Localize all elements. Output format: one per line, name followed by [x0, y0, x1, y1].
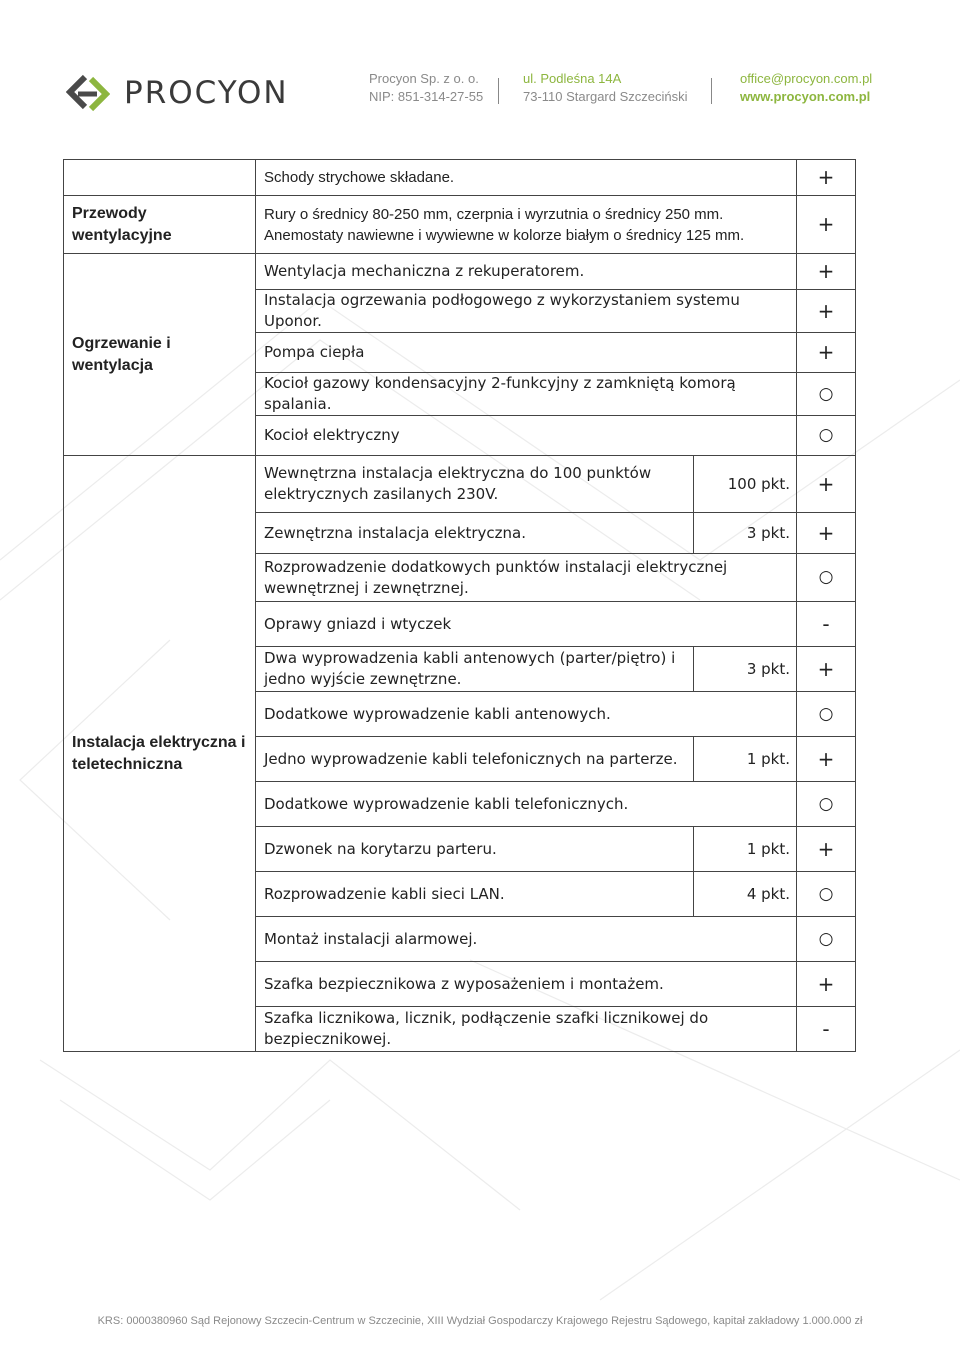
- row-description: Rozprowadzenie kabli sieci LAN.: [256, 872, 694, 917]
- row-mark: +: [797, 827, 856, 872]
- row-quantity: 3 pkt.: [694, 513, 797, 554]
- row-description: Szafka licznikowa, licznik, podłączenie szafki licznikowej do bezpiecznikowej.: [256, 1007, 797, 1052]
- row-mark: -: [797, 1007, 856, 1052]
- row-description: Oprawy gniazd i wtyczek: [256, 602, 797, 647]
- row-quantity: 3 pkt.: [694, 647, 797, 692]
- row-description: Schody strychowe składane.: [256, 160, 797, 196]
- category-empty: [64, 160, 256, 196]
- row-quantity: 1 pkt.: [694, 737, 797, 782]
- category-cell: Przewody wentylacyjne: [64, 196, 256, 254]
- footer-legal: KRS: 0000380960 Sąd Rejonowy Szczecin-Centrum w Szczecinie, XIII Wydział Gospodarczy Krajowego Rejestru Sądowego, kapitał zakładowy 1.000.000 zł: [97, 1315, 863, 1327]
- header-divider: [498, 78, 499, 104]
- address-city: 73-110 Stargard Szczeciński: [523, 89, 688, 104]
- row-description: Dodatkowe wyprowadzenie kabli telefonicznych.: [256, 782, 797, 827]
- row-description: Kocioł gazowy kondensacyjny 2-funkcyjny z zamkniętą komorą spalania.: [256, 373, 797, 416]
- category-cell: Instalacja elektryczna i teletechniczna: [64, 456, 256, 1052]
- category-cell: Ogrzewanie i wentylacja: [64, 254, 256, 456]
- row-description: Rozprowadzenie dodatkowych punktów instalacji elektrycznej wewnętrznej i zewnętrznej.: [256, 554, 797, 602]
- row-quantity: 100 pkt.: [694, 456, 797, 513]
- row-description: Kocioł elektryczny: [256, 416, 797, 456]
- row-description: Jedno wyprowadzenie kabli telefonicznych na parterze.: [256, 737, 694, 782]
- row-mark: ○: [797, 872, 856, 917]
- table-row: [64, 196, 856, 254]
- table-row: [64, 456, 856, 513]
- row-mark: +: [797, 513, 856, 554]
- row-quantity: 4 pkt.: [694, 872, 797, 917]
- contact-email[interactable]: office@procyon.com.pl: [740, 71, 873, 86]
- row-description: Rury o średnicy 80-250 mm, czerpnia i wyrzutnia o średnicy 250 mm. Anemostaty nawiewne i wywiewne w kolorze białym o średnicy 125 mm.: [256, 196, 797, 254]
- row-description: Zewnętrzna instalacja elektryczna.: [256, 513, 694, 554]
- row-quantity: 1 pkt.: [694, 827, 797, 872]
- table-row: [64, 160, 856, 196]
- row-mark: ○: [797, 416, 856, 456]
- row-description: Pompa ciepła: [256, 333, 797, 373]
- row-mark: +: [797, 160, 856, 196]
- row-description: Dodatkowe wyprowadzenie kabli antenowych.: [256, 692, 797, 737]
- row-mark: +: [797, 333, 856, 373]
- company-info: [369, 70, 483, 106]
- company-address: [523, 70, 688, 106]
- row-mark: ○: [797, 373, 856, 416]
- row-mark: +: [797, 290, 856, 333]
- row-mark: +: [797, 737, 856, 782]
- row-mark: ○: [797, 917, 856, 962]
- row-mark: +: [797, 196, 856, 254]
- row-mark: ○: [797, 692, 856, 737]
- procyon-logo: [66, 74, 289, 112]
- row-description: Montaż instalacji alarmowej.: [256, 917, 797, 962]
- header-divider: [711, 78, 712, 104]
- row-description: Wewnętrzna instalacja elektryczna do 100 punktów elektrycznych zasilanych 230V.: [256, 456, 694, 513]
- address-street: ul. Podleśna 14A: [523, 71, 622, 86]
- row-mark: -: [797, 602, 856, 647]
- row-description: Dzwonek na korytarzu parteru.: [256, 827, 694, 872]
- row-description: Wentylacja mechaniczna z rekuperatorem.: [256, 254, 797, 290]
- row-description: Dwa wyprowadzenia kabli antenowych (parter/piętro) i jedno wyjście zewnętrzne.: [256, 647, 694, 692]
- company-nip: NIP: 851-314-27-55: [369, 89, 484, 104]
- row-mark: ○: [797, 554, 856, 602]
- table-row: [64, 254, 856, 290]
- row-mark: +: [797, 962, 856, 1007]
- brand-name: PROCYON: [124, 75, 289, 111]
- procyon-mark-icon: [66, 74, 110, 112]
- row-mark: +: [797, 456, 856, 513]
- row-description: Instalacja ogrzewania podłogowego z wykorzystaniem systemu Uponor.: [256, 290, 797, 333]
- company-name: Procyon Sp. z o. o.: [369, 71, 479, 86]
- contact-website[interactable]: www.procyon.com.pl: [740, 89, 871, 104]
- company-contact: [740, 70, 872, 106]
- row-description: Szafka bezpiecznikowa z wyposażeniem i montażem.: [256, 962, 797, 1007]
- row-mark: +: [797, 647, 856, 692]
- row-mark: +: [797, 254, 856, 290]
- row-mark: ○: [797, 782, 856, 827]
- specification-table: [63, 159, 856, 1052]
